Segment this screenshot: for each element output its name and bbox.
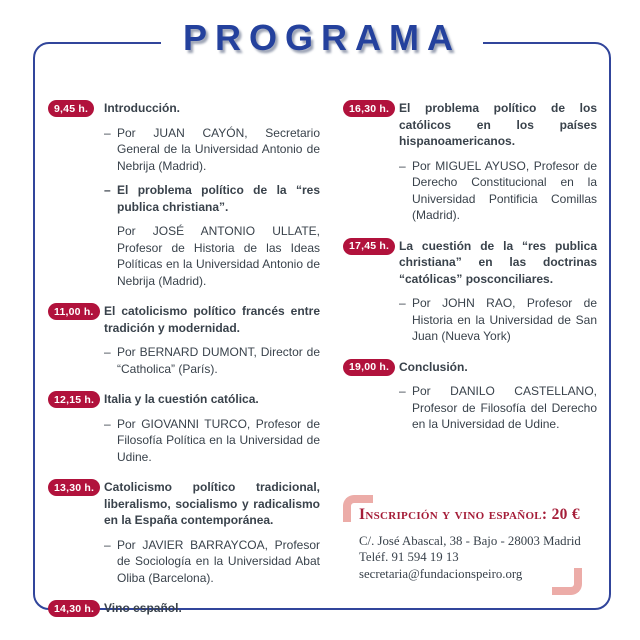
dash-icon: – bbox=[399, 384, 406, 398]
entry-item-text: Por MIGUEL AYUSO, Profesor de Derecho Constitucional en la Universidad Pontificia Comillas (Madrid). bbox=[412, 158, 597, 222]
entry-title: Vino español. bbox=[104, 601, 182, 615]
inscription-block bbox=[343, 495, 597, 595]
schedule-entries-right bbox=[343, 100, 597, 433]
entry-item-text: Por BERNARD DUMONT, Director de “Catholica” (París). bbox=[117, 345, 320, 376]
entry-item-speaker bbox=[104, 537, 320, 587]
schedule-column-left bbox=[48, 100, 320, 631]
time-badge: 16,30 h. bbox=[343, 100, 395, 117]
dash-icon: – bbox=[104, 416, 111, 431]
dash-icon: – bbox=[399, 296, 406, 310]
entry-item-text: Por JUAN CAYÓN, Secretario General de la Universidad Antonio de Nebrija (Madrid). bbox=[117, 125, 320, 173]
entry-item-text: Por JOHN RAO, Profesor de Historia en la Universidad de San Juan (Nueva York) bbox=[412, 296, 597, 343]
time-badge: 19,00 h. bbox=[343, 359, 395, 376]
entry-title: La cuestión de la “res publica christiana” en las doctrinas “católicas” posconciliares. bbox=[399, 238, 597, 286]
entry-item-speaker bbox=[399, 383, 597, 433]
schedule-entry bbox=[48, 479, 320, 586]
schedule-entry bbox=[48, 391, 320, 465]
entry-title: El problema político de los católicos en los países hispanoamericanos. bbox=[399, 101, 597, 148]
entry-item-topic bbox=[104, 182, 320, 215]
entry-item-text: Por JAVIER BARRAYCOA, Profesor de Sociología en la Universidad Abat Oliba (Barcelona). bbox=[117, 537, 320, 585]
entry-title: Italia y la cuestión católica. bbox=[104, 392, 259, 406]
entry-item-text: El problema político de la “res publica christiana”. bbox=[117, 183, 320, 214]
entry-item-para bbox=[104, 223, 320, 289]
time-badge: 14,30 h. bbox=[48, 600, 100, 617]
schedule-entry bbox=[48, 100, 320, 289]
entry-title: Introducción. bbox=[104, 101, 180, 115]
inscription-address: C/. José Abascal, 38 - Bajo - 28003 Madrid bbox=[359, 533, 581, 548]
schedule-columns bbox=[35, 44, 609, 631]
inscription-heading: Inscripción y vino español: 20 € bbox=[359, 505, 580, 523]
program-frame bbox=[33, 17, 611, 615]
dash-icon: – bbox=[399, 158, 406, 173]
time-badge: 12,15 h. bbox=[48, 391, 100, 408]
entry-item-text: Por DANILO CASTELLANO, Profesor de Filosofía del Derecho en la Universidad de Udine. bbox=[412, 384, 597, 431]
page-title: PROGRAMA bbox=[161, 17, 483, 59]
time-badge: 11,00 h. bbox=[48, 303, 100, 320]
entry-item-speaker bbox=[104, 416, 320, 466]
dash-icon: – bbox=[104, 183, 111, 197]
entry-item-text: Por GIOVANNI TURCO, Profesor de Filosofía Política en la Universidad de Udine. bbox=[117, 416, 320, 464]
dash-icon: – bbox=[104, 345, 111, 359]
schedule-entry bbox=[48, 303, 320, 377]
schedule-entry bbox=[343, 100, 597, 224]
inscription-phone: Teléf. 91 594 19 13 bbox=[359, 550, 459, 564]
entry-title: Catolicismo político tradicional, liberalismo, socialismo y radicalismo en la España contemporánea. bbox=[104, 480, 320, 527]
entry-item-text: Por JOSÉ ANTONIO ULLATE, Profesor de Historia de las Ideas Políticas en la Universidad Antonio de Nebrija (Madrid). bbox=[117, 224, 320, 288]
schedule-entry bbox=[48, 600, 320, 617]
dash-icon: – bbox=[104, 125, 111, 140]
entry-item-speaker bbox=[399, 295, 597, 345]
time-badge: 9,45 h. bbox=[48, 100, 94, 117]
entry-item-speaker bbox=[104, 125, 320, 175]
schedule-entries-left bbox=[48, 100, 320, 617]
inscription-details bbox=[359, 533, 581, 583]
schedule-entry bbox=[343, 238, 597, 345]
entry-item-speaker bbox=[399, 158, 597, 224]
time-badge: 17,45 h. bbox=[343, 238, 395, 255]
time-badge: 13,30 h. bbox=[48, 479, 100, 496]
entry-title: Conclusión. bbox=[399, 359, 468, 374]
entry-title: El catolicismo político francés entre tradición y modernidad. bbox=[104, 304, 320, 335]
entry-item-speaker bbox=[104, 344, 320, 377]
inscription-email: secretaria@fundacionspeiro.org bbox=[359, 566, 523, 581]
dash-icon: – bbox=[104, 537, 111, 552]
schedule-column-right bbox=[343, 100, 597, 631]
schedule-entry bbox=[343, 359, 597, 433]
corner-bracket-bottom-right-icon bbox=[552, 568, 582, 595]
